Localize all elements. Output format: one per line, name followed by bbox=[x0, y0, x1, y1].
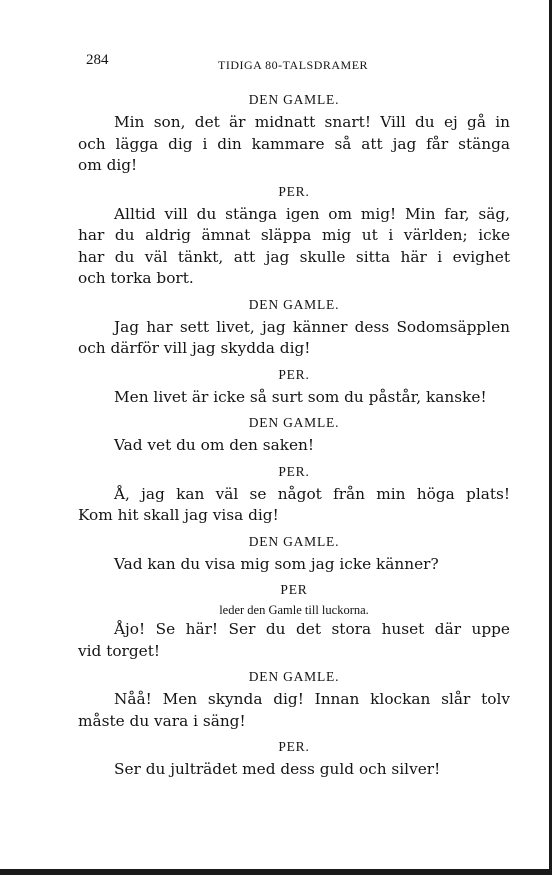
speaker-name: PER. bbox=[278, 183, 310, 199]
speaker-name: DEN GAMLE. bbox=[248, 415, 340, 430]
speech-line: Nåå! Men skynda dig! Innan klockan slår tolv bbox=[114, 690, 510, 708]
speech-line: Åjo! Se här! Ser du det stora huset där uppe bbox=[114, 620, 510, 638]
speech bbox=[78, 387, 510, 409]
speech bbox=[78, 204, 510, 290]
dialogue-text bbox=[78, 88, 510, 787]
speaker-name: DEN GAMLE. bbox=[248, 533, 340, 549]
speech-line: Vad kan du visa mig som jag icke känner? bbox=[114, 554, 439, 573]
speech bbox=[78, 619, 510, 662]
speech-line: måste du vara i säng! bbox=[78, 711, 246, 730]
page-edge-bottom bbox=[0, 869, 552, 875]
speech-line: och därför vill jag skydda dig! bbox=[78, 339, 311, 357]
speaker-name: PER. bbox=[278, 463, 310, 479]
speech-line: Vad vet du om den saken! bbox=[114, 436, 315, 454]
speech-line: Alltid vill du stänga igen om mig! Min far, säg, bbox=[114, 204, 510, 223]
speech-line: har du aldrig ämnat släppa mig ut i världen; icke bbox=[78, 226, 510, 244]
speaker-name: DEN GAMLE. bbox=[248, 296, 340, 312]
speaker-name: PER. bbox=[278, 366, 310, 382]
speech bbox=[78, 484, 510, 527]
page-number: 284 bbox=[86, 52, 109, 68]
speech bbox=[78, 689, 510, 732]
speech-line: Men livet är icke så surt som du påstår, kanske! bbox=[114, 387, 487, 406]
speech-line: Ser du julträdet med dess guld och silver! bbox=[114, 760, 441, 778]
speech-line: Å, jag kan väl se något från min höga plats! bbox=[114, 484, 510, 503]
speech-line: Min son, det är midnatt snart! Vill du ej gå in bbox=[114, 113, 510, 131]
speaker-name: DEN GAMLE. bbox=[248, 92, 340, 107]
speaker-name: DEN GAMLE. bbox=[248, 669, 340, 684]
speaker-name: PER bbox=[280, 582, 308, 597]
speech-line: och lägga dig i din kammare så att jag får stänga bbox=[78, 134, 510, 153]
speaker-name: PER. bbox=[278, 739, 310, 754]
speech bbox=[78, 435, 510, 457]
speech bbox=[78, 554, 510, 576]
running-title: TIDIGA 80-TALSDRAMER bbox=[218, 58, 369, 72]
speech-line: och torka bort. bbox=[78, 269, 194, 287]
speech-line: Jag har sett livet, jag känner dess Sodomsäpplen bbox=[114, 317, 510, 336]
speech-line: har du väl tänkt, att jag skulle sitta här i evighet bbox=[78, 247, 510, 266]
speech-line: om dig! bbox=[78, 156, 138, 174]
speech bbox=[78, 317, 510, 360]
stage-direction: leder den Gamle till luckorna. bbox=[219, 603, 369, 617]
speech bbox=[78, 112, 510, 177]
speech-line: vid torget! bbox=[78, 641, 160, 660]
speech-line: Kom hit skall jag visa dig! bbox=[78, 506, 279, 524]
speech bbox=[78, 759, 510, 781]
